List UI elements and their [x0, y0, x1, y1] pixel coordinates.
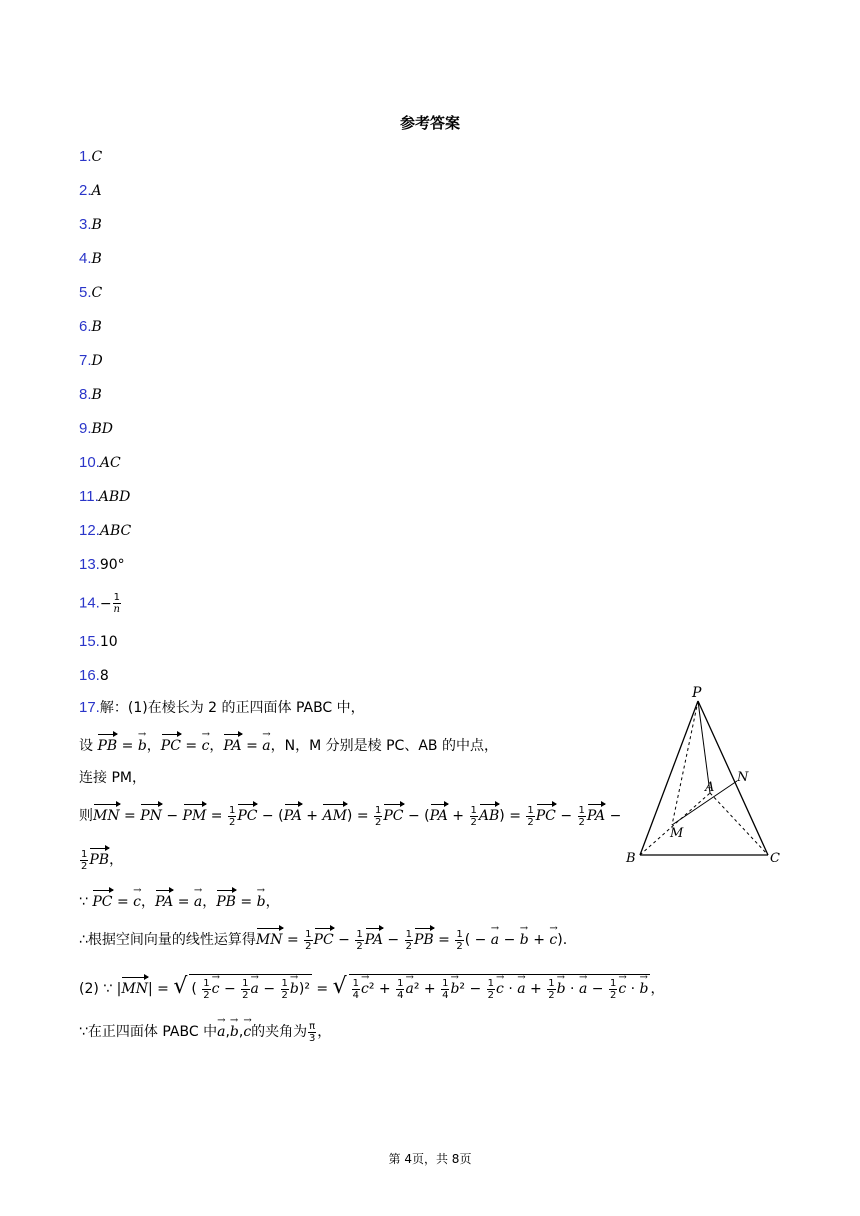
answer-value: C: [91, 285, 103, 301]
answer-number: 15.: [79, 633, 100, 650]
answer-value: ABD: [98, 489, 131, 505]
answer-item: [79, 181, 102, 201]
page-title: 参考答案: [399, 114, 460, 132]
answer-item: [79, 385, 102, 405]
answer-number: 11.: [79, 488, 99, 505]
answer-value: B: [91, 387, 102, 403]
answer-value: − $\frac{1}{n}$: [99, 592, 120, 615]
q17-line-8: (2) ∵ |MN| = √ ( $\frac{1}{2}$ → c − $\frac{1}{2}$ → a − $\frac{1}{2}$ → b)² = √ $\frac{1}{4}$ → c² + $\frac{1}{4}$ → a² + $\frac{1}{4}$ → b² − $\frac{1}{2}$ → c · → a + $\frac{1}{2}$ → b · → a − $\frac{1}{2}$ → c · → b ，: [79, 974, 664, 1001]
answer-number: 16.: [79, 667, 100, 684]
label-P: P: [692, 685, 702, 701]
answer-number: 7.: [79, 352, 92, 369]
answer-item: [79, 666, 109, 686]
answer-number: 12.: [79, 522, 100, 539]
answer-value: 8: [99, 668, 109, 684]
answer-item: [79, 592, 122, 615]
label-A: A: [705, 780, 715, 795]
answer-value: 10: [99, 634, 118, 650]
label-B: B: [626, 851, 636, 865]
answer-item: [79, 453, 121, 473]
q17-text-1: 解：(1)在棱长为 2 的正四面体 PABC 中，: [99, 700, 365, 716]
answer-value: A: [91, 183, 102, 199]
answer-item: [79, 249, 102, 269]
answer-value: B: [91, 319, 102, 335]
q17-line-5: $\frac{1}{2}$ PB，: [81, 848, 124, 872]
answer-item: [79, 419, 113, 439]
answer-number: 2.: [79, 182, 92, 199]
q17-line-9: ∵在正四面体 PABC 中→ a,→ b,→ c的夹角为 $\frac{\pi}{3}$ ，: [79, 1020, 331, 1044]
q17-line-6: ∵ PC = → c，PA = → a，PB = → b，: [79, 890, 280, 912]
answer-number: 1.: [79, 148, 92, 165]
answer-item: [79, 632, 118, 652]
answer-number: 10.: [79, 454, 100, 471]
answer-item: [79, 555, 125, 575]
answer-number: 4.: [79, 250, 92, 267]
tetrahedron-figure: [620, 685, 790, 865]
answer-value: C: [91, 149, 103, 165]
q17-number: 17.: [79, 699, 100, 716]
q17-line-1: [79, 698, 365, 718]
q17-line-3: 连接 PM，: [79, 770, 146, 786]
answer-number: 5.: [79, 284, 92, 301]
answer-number: 6.: [79, 318, 92, 335]
label-N: N: [737, 770, 749, 785]
answer-number: 3.: [79, 216, 92, 233]
q17-line-7: ∴根据空间向量的线性运算得MN = $\frac{1}{2}$ PC − $\frac{1}{2}$ PA − $\frac{1}{2}$ PB = $\frac{1}{2}$ ( − → a − → b + → c).: [79, 928, 567, 952]
answer-value: D: [91, 353, 103, 369]
q17-line-2: 设 PB = → b，PC = → c，PA = → a，N，M 分别是棱 PC、AB 的中点，: [79, 734, 498, 756]
answer-item: [79, 147, 102, 167]
answer-value: ABC: [99, 523, 132, 539]
answer-item: [79, 317, 102, 337]
answer-item: [79, 351, 103, 371]
label-M: M: [670, 826, 684, 841]
answer-number: 14.: [79, 594, 100, 612]
answer-value: B: [91, 217, 102, 233]
page-footer: 第 4页，共 8页: [388, 1152, 472, 1166]
answer-value: BD: [91, 421, 114, 437]
answer-number: 13.: [79, 556, 100, 573]
q17-line-4: 则MN = PN − PM = $\frac{1}{2}$ PC − (PA + AM) = $\frac{1}{2}$ PC − (PA + $\frac{1}{2}$ AB) = $\frac{1}{2}$ PC − $\frac{1}{2}$ PA −: [79, 804, 622, 828]
answer-number: 9.: [79, 420, 92, 437]
answer-item: [79, 521, 131, 541]
answer-value: AC: [99, 455, 121, 471]
answer-value: 90°: [99, 557, 125, 573]
answer-item: [79, 283, 102, 303]
answer-item: [79, 487, 130, 507]
answer-value: B: [91, 251, 102, 267]
label-C: C: [770, 851, 780, 865]
answer-number: 8.: [79, 386, 92, 403]
answer-item: [79, 215, 102, 235]
